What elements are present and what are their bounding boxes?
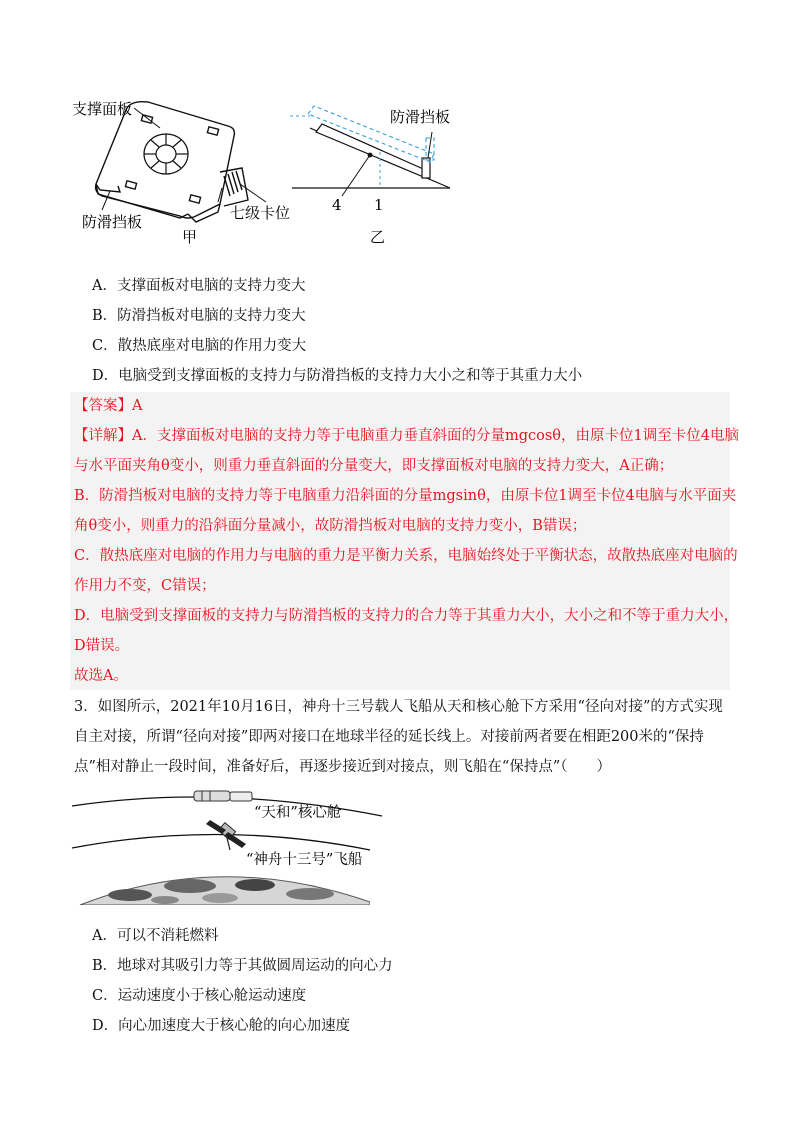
detail-line-9: 故选A。 bbox=[74, 668, 128, 684]
label-seven-level: 七级卡位 bbox=[230, 204, 291, 222]
label-shenzhou: “神舟十三号”飞船 bbox=[246, 852, 363, 868]
detail-line-7: D．电脑受到支撑面板的支持力与防滑挡板的支持力的合力等于其重力大小，大小之和不等于重力大小， bbox=[74, 608, 739, 624]
label-position-4: 4 bbox=[332, 196, 342, 214]
label-support-panel: 支撑面板 bbox=[72, 100, 133, 118]
earth-illustration bbox=[80, 877, 370, 905]
q3-option-b: B．地球对其吸引力等于其做圆周运动的向心力 bbox=[92, 958, 393, 974]
q2-option-c: C．散热底座对电脑的作用力变大 bbox=[92, 338, 307, 354]
q2-option-a: A．支撑面板对电脑的支持力变大 bbox=[92, 278, 306, 294]
core-module-illustration bbox=[194, 791, 252, 801]
detail-line-8: D错误。 bbox=[74, 638, 130, 654]
detail-line-2: 与水平面夹角θ变小，则重力垂直斜面的分量变大，即支撑面板对电脑的支持力变大，A正确； bbox=[74, 458, 674, 474]
q3-line-2: 自主对接，所谓“径向对接”即两对接口在地球半径的延长线上。对接前两者要在相距200米的“保持 bbox=[74, 729, 704, 745]
laptop-stand-diagram bbox=[70, 92, 470, 250]
docking-diagram bbox=[70, 790, 390, 905]
detail-line-3: B．防滑挡板对电脑的支持力等于电脑重力沿斜面的分量mgsinθ，由原卡位1调至卡位4电脑与水平面夹 bbox=[74, 488, 737, 504]
label-jia: 甲 bbox=[182, 228, 198, 246]
detail-line-4: 角θ变小，则重力的沿斜面分量减小，故防滑挡板对电脑的支持力变小，B错误； bbox=[74, 518, 587, 534]
detail-line-5: C．散热底座对电脑的作用力与电脑的重力是平衡力关系，电脑始终处于平衡状态，故散热底座对电脑的 bbox=[74, 548, 738, 564]
q2-option-d: D．电脑受到支撑面板的支持力与防滑挡板的支持力大小之和等于其重力大小 bbox=[92, 368, 583, 384]
laptop-stand-figure bbox=[70, 92, 470, 250]
q3-line-3: 点”相对静止一段时间，准备好后，再逐步接近到对接点，则飞船在“保持点”（ ） bbox=[74, 759, 611, 775]
q2-option-b: B．防滑挡板对电脑的支持力变大 bbox=[92, 308, 306, 324]
answer-label: 【答案】A bbox=[74, 398, 143, 414]
q3-option-a: A．可以不消耗燃料 bbox=[92, 928, 219, 944]
docking-figure bbox=[70, 790, 390, 905]
detail-line-6: 作用力不变，C错误； bbox=[74, 578, 216, 594]
q3-option-d: D．向心加速度大于核心舱的向心加速度 bbox=[92, 1018, 351, 1034]
label-tianhe: “天和”核心舱 bbox=[254, 805, 342, 821]
q3-option-c: C．运动速度小于核心舱运动速度 bbox=[92, 988, 307, 1004]
label-position-1: 1 bbox=[374, 196, 384, 214]
label-anti-slip-left: 防滑挡板 bbox=[82, 213, 143, 231]
label-anti-slip-right: 防滑挡板 bbox=[390, 108, 451, 126]
q3-line-1: 3．如图所示，2021年10月16日，神舟十三号载人飞船从天和核心舱下方采用“径向对接”的方式实现 bbox=[74, 699, 723, 715]
label-yi: 乙 bbox=[370, 228, 386, 246]
detail-line-1: 【详解】A．支撑面板对电脑的支持力等于电脑重力垂直斜面的分量mgcosθ，由原卡位1调至卡位4电脑 bbox=[74, 428, 739, 444]
